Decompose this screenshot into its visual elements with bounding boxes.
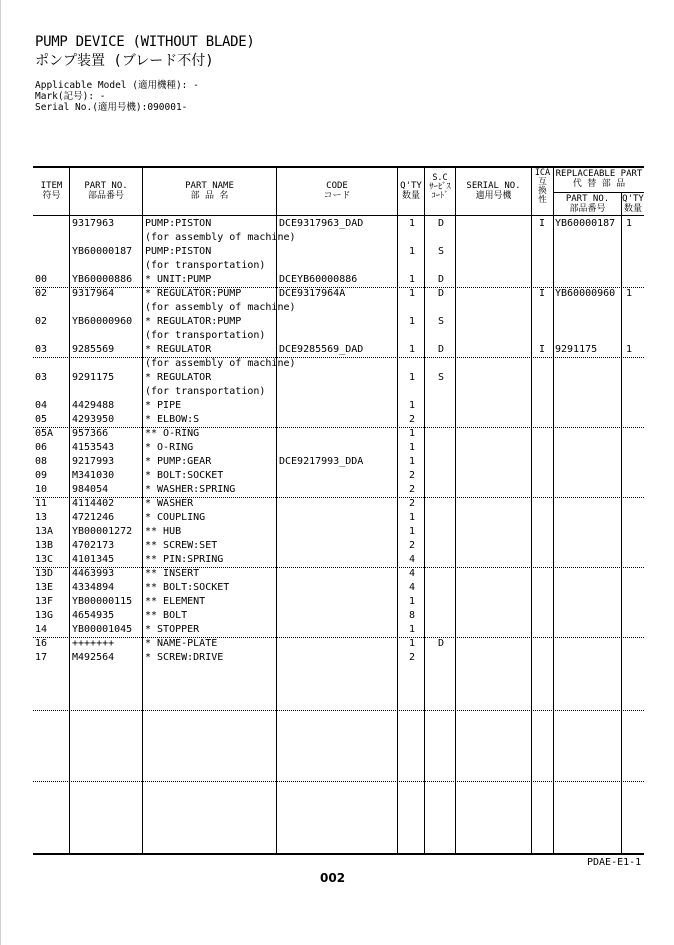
item-number: 13F xyxy=(35,596,54,607)
row-separator xyxy=(33,357,644,358)
quantity: 2 xyxy=(408,470,416,481)
replaceable-part-number: 9291175 xyxy=(555,344,598,355)
item-number: 05A xyxy=(35,428,54,439)
header-replaceable-part-no: PART NO. 部品番号 xyxy=(565,194,610,214)
part-number: 9291175 xyxy=(72,372,115,383)
part-number: 4463993 xyxy=(72,568,115,579)
part-number: 4721246 xyxy=(72,512,115,523)
replaceable-quantity: 1 xyxy=(626,218,633,229)
header-part-no: PART NO. 部品番号 xyxy=(84,181,128,201)
item-number: 00 xyxy=(35,274,48,285)
part-name: (for transportation) xyxy=(145,260,266,271)
part-name: (for transportation) xyxy=(145,330,266,341)
table-row xyxy=(0,553,674,567)
item-number: 13D xyxy=(35,568,54,579)
service-code: D xyxy=(437,344,445,355)
item-number: 16 xyxy=(35,638,48,649)
part-name: ** ELEMENT xyxy=(145,596,206,607)
table-row xyxy=(0,259,674,273)
part-number: 4334894 xyxy=(72,582,115,593)
part-number: 984054 xyxy=(72,484,109,495)
item-number: 02 xyxy=(35,316,48,327)
item-number: 13B xyxy=(35,540,54,551)
item-number: 11 xyxy=(35,498,48,509)
part-code: DCEYB60000886 xyxy=(279,274,358,285)
table-row xyxy=(0,651,674,665)
part-name: ** HUB xyxy=(145,526,182,537)
part-name: (for assembly of machine) xyxy=(145,302,296,313)
part-number: YB60000187 xyxy=(72,246,133,257)
part-number: 9317963 xyxy=(72,218,115,229)
table-row xyxy=(0,511,674,525)
quantity: 1 xyxy=(408,344,416,355)
item-number: 04 xyxy=(35,400,48,411)
part-name: * SCREW:DRIVE xyxy=(145,652,224,663)
table-row xyxy=(0,343,674,357)
table-row xyxy=(0,455,674,469)
table-row xyxy=(0,469,674,483)
header-code: CODE コード xyxy=(323,181,351,201)
serial-number: Serial No.(適用号機):090001- xyxy=(35,102,188,113)
table-row xyxy=(0,525,674,539)
table-row xyxy=(0,581,674,595)
part-name: (for transportation) xyxy=(145,386,266,397)
header-service-code: S.C ｻｰﾋﾞｽ ｺｰﾄﾞ xyxy=(429,173,451,201)
part-number: 4429488 xyxy=(72,400,115,411)
service-code: D xyxy=(437,218,445,229)
row-separator xyxy=(33,427,644,428)
service-code: D xyxy=(437,274,445,285)
part-name: (for assembly of machine) xyxy=(145,358,296,369)
item-number: 13G xyxy=(35,610,54,621)
quantity: 2 xyxy=(408,414,416,425)
item-number: 03 xyxy=(35,372,48,383)
interchangeability: I xyxy=(538,344,546,355)
item-number: 13 xyxy=(35,512,48,523)
part-number: 4114402 xyxy=(72,498,115,509)
quantity: 4 xyxy=(408,582,416,593)
quantity: 1 xyxy=(408,288,416,299)
mark: Mark(記号): - xyxy=(35,91,106,102)
table-row xyxy=(0,413,674,427)
part-name: ** PIN:SPRING xyxy=(145,554,224,565)
service-code: S xyxy=(437,372,445,383)
part-name: * NAME-PLATE xyxy=(145,638,218,649)
item-number: 13A xyxy=(35,526,54,537)
part-code: DCE9285569_DAD xyxy=(279,344,364,355)
quantity: 1 xyxy=(408,442,416,453)
header-serial-no: SERIAL NO. 適用号機 xyxy=(466,181,521,201)
part-name: * STOPPER xyxy=(145,624,200,635)
table-row xyxy=(0,385,674,399)
header-replaceable-part: REPLACEABLE PART 代 替 部 品 xyxy=(555,169,643,189)
quantity: 1 xyxy=(408,596,416,607)
part-name: * REGULATOR:PUMP xyxy=(145,316,242,327)
table-row xyxy=(0,441,674,455)
part-name: ** BOLT xyxy=(145,610,188,621)
row-separator xyxy=(33,781,644,782)
table-row xyxy=(0,287,674,301)
part-number: YB00001045 xyxy=(72,624,133,635)
row-separator xyxy=(33,497,644,498)
part-number: 4293950 xyxy=(72,414,115,425)
part-number: 9317964 xyxy=(72,288,115,299)
part-name: ** SCREW:SET xyxy=(145,540,218,551)
table-row xyxy=(0,315,674,329)
part-number: 4153543 xyxy=(72,442,115,453)
replaceable-quantity: 1 xyxy=(626,288,633,299)
quantity: 8 xyxy=(408,610,416,621)
service-code: D xyxy=(437,638,445,649)
row-separator xyxy=(33,710,644,711)
part-name: * ELBOW:S xyxy=(145,414,200,425)
replaceable-part-number: YB60000960 xyxy=(555,288,616,299)
table-row xyxy=(0,273,674,287)
interchangeability: I xyxy=(538,218,546,229)
quantity: 2 xyxy=(408,498,416,509)
table-row xyxy=(0,427,674,441)
table-row xyxy=(0,637,674,651)
service-code: S xyxy=(437,246,445,257)
part-name: * REGULATOR:PUMP xyxy=(145,288,242,299)
part-name: * PIPE xyxy=(145,400,182,411)
row-separator xyxy=(33,287,644,288)
part-code: DCE9217993_DDA xyxy=(279,456,364,467)
replaceable-subheader-border xyxy=(553,192,644,193)
part-number: M492564 xyxy=(72,652,115,663)
part-number: +++++++ xyxy=(72,638,115,649)
quantity: 1 xyxy=(408,512,416,523)
part-name: * WASHER xyxy=(145,498,194,509)
item-number: 02 xyxy=(35,288,48,299)
quantity: 1 xyxy=(408,456,416,467)
part-name: ** O-RING xyxy=(145,428,200,439)
part-name: * WASHER:SPRING xyxy=(145,484,236,495)
quantity: 4 xyxy=(408,568,416,579)
item-number: 14 xyxy=(35,624,48,635)
quantity: 1 xyxy=(408,624,416,635)
part-number: 4654935 xyxy=(72,610,115,621)
part-name: * BOLT:SOCKET xyxy=(145,470,224,481)
header-ica: ICA 互 換 性 xyxy=(534,168,551,205)
item-number: 03 xyxy=(35,344,48,355)
item-number: 13E xyxy=(35,582,54,593)
table-row xyxy=(0,595,674,609)
table-row xyxy=(0,609,674,623)
table-row xyxy=(0,217,674,231)
service-code: S xyxy=(437,316,445,327)
part-name: PUMP:PISTON xyxy=(145,218,212,229)
part-number: 4702173 xyxy=(72,540,115,551)
row-separator xyxy=(33,637,644,638)
quantity: 4 xyxy=(408,554,416,565)
part-name: ** BOLT:SOCKET xyxy=(145,582,230,593)
part-number: 9217993 xyxy=(72,456,115,467)
table-row xyxy=(0,497,674,511)
quantity: 1 xyxy=(408,428,416,439)
document-code: PDAE-E1-1 xyxy=(587,857,642,868)
quantity: 1 xyxy=(408,638,416,649)
quantity: 1 xyxy=(408,316,416,327)
part-name: (for assembly of machine) xyxy=(145,232,296,243)
part-number: 4101345 xyxy=(72,554,115,565)
part-number: YB60000960 xyxy=(72,316,133,327)
quantity: 1 xyxy=(408,372,416,383)
quantity: 1 xyxy=(408,400,416,411)
header-item: ITEM 符号 xyxy=(40,181,63,201)
quantity: 2 xyxy=(408,484,416,495)
row-separator xyxy=(33,567,644,568)
header-replaceable-qty: Q'TY 数量 xyxy=(622,194,644,214)
item-number: 06 xyxy=(35,442,48,453)
replaceable-part-number: YB60000187 xyxy=(555,218,616,229)
applicable-model: Applicable Model (適用機種): - xyxy=(35,80,199,91)
item-number: 08 xyxy=(35,456,48,467)
quantity: 1 xyxy=(408,218,416,229)
part-number: YB60000886 xyxy=(72,274,133,285)
table-row xyxy=(0,483,674,497)
table-row xyxy=(0,301,674,315)
part-name: * O-RING xyxy=(145,442,194,453)
page-title-japanese: ポンプ装置 (ブレード不付) xyxy=(35,53,214,69)
table-row xyxy=(0,371,674,385)
part-name: * REGULATOR xyxy=(145,372,212,383)
table-row xyxy=(0,357,674,371)
item-number: 05 xyxy=(35,414,48,425)
item-number: 17 xyxy=(35,652,48,663)
part-name: * UNIT:PUMP xyxy=(145,274,212,285)
table-row xyxy=(0,539,674,553)
quantity: 2 xyxy=(408,540,416,551)
item-number: 10 xyxy=(35,484,48,495)
table-row xyxy=(0,399,674,413)
header-part-name: PART NAME 部 品 名 xyxy=(185,181,234,201)
table-row xyxy=(0,231,674,245)
part-name: * PUMP:GEAR xyxy=(145,456,212,467)
part-code: DCE9317964A xyxy=(279,288,346,299)
part-number: M341030 xyxy=(72,470,115,481)
page-title: PUMP DEVICE (WITHOUT BLADE) xyxy=(35,34,255,50)
table-row xyxy=(0,329,674,343)
quantity: 1 xyxy=(408,526,416,537)
item-number: 13C xyxy=(35,554,54,565)
part-number: YB00000115 xyxy=(72,596,133,607)
table-row xyxy=(0,245,674,259)
replaceable-quantity: 1 xyxy=(626,344,633,355)
quantity: 2 xyxy=(408,652,416,663)
table-row xyxy=(0,567,674,581)
part-name: * REGULATOR xyxy=(145,344,212,355)
header-qty: Q'TY 数量 xyxy=(400,181,422,201)
part-number: YB00001272 xyxy=(72,526,133,537)
page-number: 002 xyxy=(320,871,346,885)
service-code: D xyxy=(437,288,445,299)
part-number: 9285569 xyxy=(72,344,115,355)
part-code: DCE9317963_DAD xyxy=(279,218,364,229)
part-name: PUMP:PISTON xyxy=(145,246,212,257)
item-number: 09 xyxy=(35,470,48,481)
part-name: ** INSERT xyxy=(145,568,200,579)
part-number: 957366 xyxy=(72,428,109,439)
table-row xyxy=(0,623,674,637)
part-name: * COUPLING xyxy=(145,512,206,523)
interchangeability: I xyxy=(538,288,546,299)
quantity: 1 xyxy=(408,246,416,257)
quantity: 1 xyxy=(408,274,416,285)
